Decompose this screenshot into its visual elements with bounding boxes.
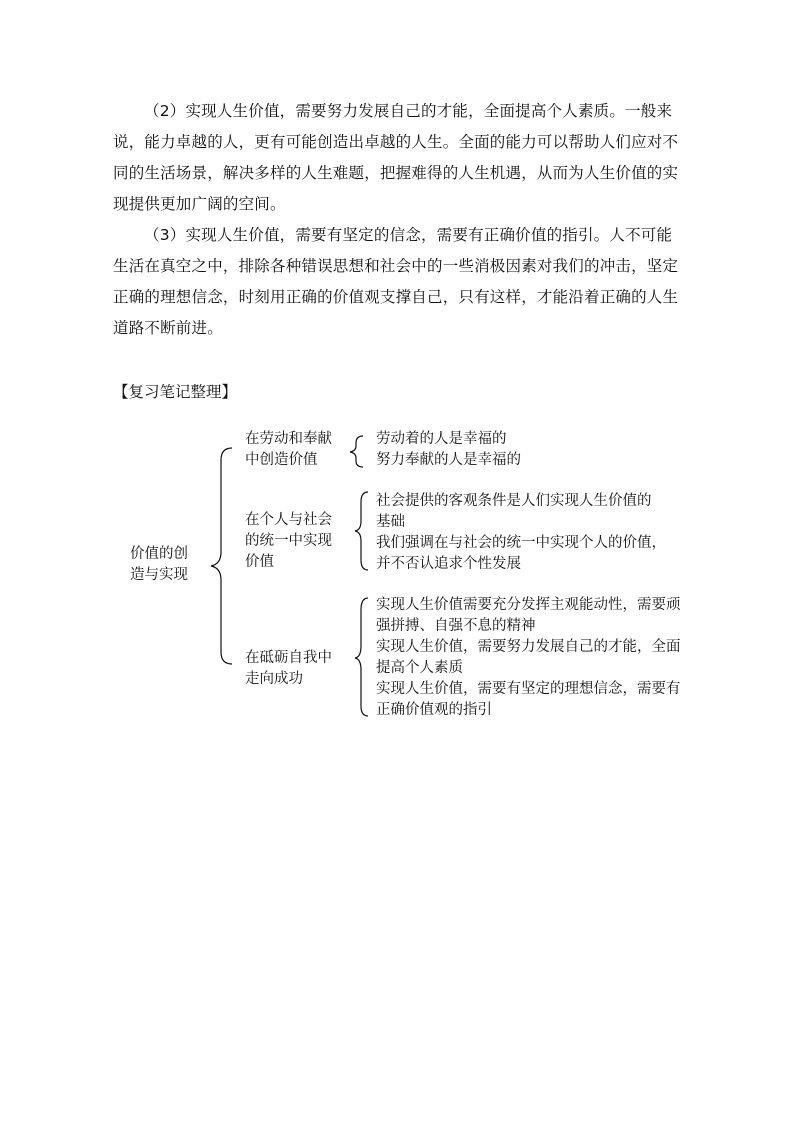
root-label: 价值的创 造与实现 xyxy=(130,546,188,583)
branch-2-brace xyxy=(355,492,368,570)
paragraph-2: （2）实现人生价值，需要努力发展自己的才能，全面提高个人素质。一般来说，能力卓越的人，更有可能创造出卓越的人生。全面的能力可以帮助人们应对不同的生活场景，解决多样的人生难题，把握难得的人生机遇，从而为人生价值的实现提供更加广阔的空间。 xyxy=(113,102,679,213)
branch-3-points: 实现人生价值需要充分发挥主观能动性，需要顽 强拼搏、自强不息的精神 实现人生价值，需要努力发展自己的才能，全面 提高个人素质 实现人生价值，需要有坚定的理想信念，需要有 正确价值观的指引 xyxy=(376,597,681,718)
branch-3-brace xyxy=(355,598,368,716)
section-title: 【复习笔记整理】 xyxy=(113,383,238,401)
paragraph-3: （3）实现人生价值，需要有坚定的信念，需要有正确价值的指引。人不可能生活在真空之中，排除各种错误思想和社会中的一些消极因素对我们的冲击，坚定正确的理想信念，时刻用正确的价值观支撑自己，只有这样，才能沿着正确的人生道路不断前进。 xyxy=(113,226,679,337)
branch-1-label: 在劳动和奉献 中创造价值 xyxy=(245,431,332,468)
branch-3-label: 在砥砺自我中 走向成功 xyxy=(245,650,332,687)
branch-1-points: 劳动着的人是幸福的 努力奉献的人是幸福的 xyxy=(376,431,521,468)
branch-1-brace xyxy=(350,436,363,467)
root-brace xyxy=(211,448,232,664)
branch-2-label: 在个人与社会 的统一中实现 价值 xyxy=(245,512,332,570)
branch-2-points: 社会提供的客观条件是人们实现人生价值的 基础 我们强调在与社会的统一中实现个人的价值， 并不否认追求个性发展 xyxy=(376,493,666,572)
